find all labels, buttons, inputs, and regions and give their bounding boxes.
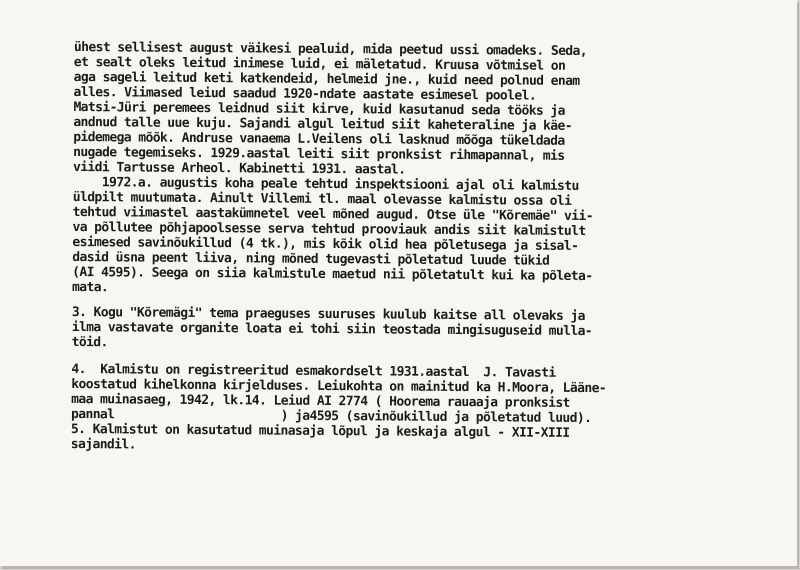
text-line: töid. (71, 334, 108, 351)
text-line: va põllutee põhjapoolsesse serva tehtud prooviauk andis siit kalmistult (72, 219, 586, 240)
text-line: mata. (71, 279, 109, 296)
text-line: sajandil. (70, 436, 136, 453)
text-line: esimesed savinõukillud (4 tk.), mis kõik olid hea põletusega ja sisal- (72, 234, 579, 254)
text-line: andnud talle uue kuju. Sajandi algul leitud siit kaheteraline ja käe- (73, 114, 573, 134)
paragraph-1 (73, 40, 779, 181)
typewritten-text (71, 40, 779, 458)
text-line: 5. Kalmistut on kasutatud muinasaja lõpul ja keskaja algul - XII-XIII (70, 421, 570, 441)
text-line: Matsi-Jüri peremees leidnud siit kirve, kuid kasutanud seda tööks ja (73, 99, 565, 119)
text-line: pannal ) ja4595 (savinõukillud ja põletatud luud). (70, 406, 592, 427)
text-line: et sealt oleks leitud inimese luid, ei mäletatud. Kruusa võtmisel on (73, 54, 566, 74)
item-4 (71, 362, 776, 428)
text-line: alles. Viimased leiud saadud 1920-ndate aastate esimesel poolel. (73, 84, 537, 104)
paragraph-2 (72, 175, 778, 301)
text-line: ilma vastavate organite loata ei tohi siin teostada mingisuguseid mulla- (71, 319, 593, 340)
text-line: nugade tegemiseks. 1929.aastal leiti siit pronksist rihmapannal, mis (73, 144, 565, 164)
text-line: 1972.a. augustis koha peale tehtud inspektsiooni ajal oli kalmistu (72, 174, 579, 194)
text-line: viidi Tartusse Arheol. Kabinetti 1931. aastal. (72, 159, 406, 178)
text-line: koostatud kihelkonna kirjelduses. Leiukohta on mainitud ka H.Moora, Lääne- (71, 376, 607, 397)
item-5 (71, 422, 776, 458)
text-line: aga sageli leitud keti katkendeid, helmeid jne., kuid need polnud enam (73, 69, 580, 89)
text-line: tehtud viimastel aastakümnetel veel mõned augud. Otse üle "Kõremäe" vii- (72, 204, 594, 225)
text-line: maa muinasaeg, 1942, lk.14. Leiud AI 2774 ( Hoorema rauaaja pronksist (71, 391, 570, 411)
item-3 (72, 305, 777, 356)
text-line: dasid üsna peent liiva, ning mõned tugevasti põletatud luude tükid (72, 249, 550, 269)
text-line: pidemega mõõk. Andruse vanaema L.Veilens oli lasknud mõõga tükeldada (73, 129, 565, 149)
text-line: 4. Kalmistu on registreeritud esmakordselt 1931.aastal J. Tavasti (71, 361, 556, 381)
text-line: 3. Kogu "Kõremägi" tema praeguses suuruses kuulub kaitse all olevaks ja (71, 304, 585, 325)
text-line: (AI 4595). Seega on siia kalmistule maetud nii põletatult kui ka põleta- (72, 264, 593, 285)
text-line: ühest sellisest august väikesi pealuid, mida peetud ussi omadeks. Seda, (73, 40, 588, 60)
text-line: üldpilt muutumata. Ainult Villemi tl. maal olevasse kalmistu ossa oli (72, 189, 572, 209)
